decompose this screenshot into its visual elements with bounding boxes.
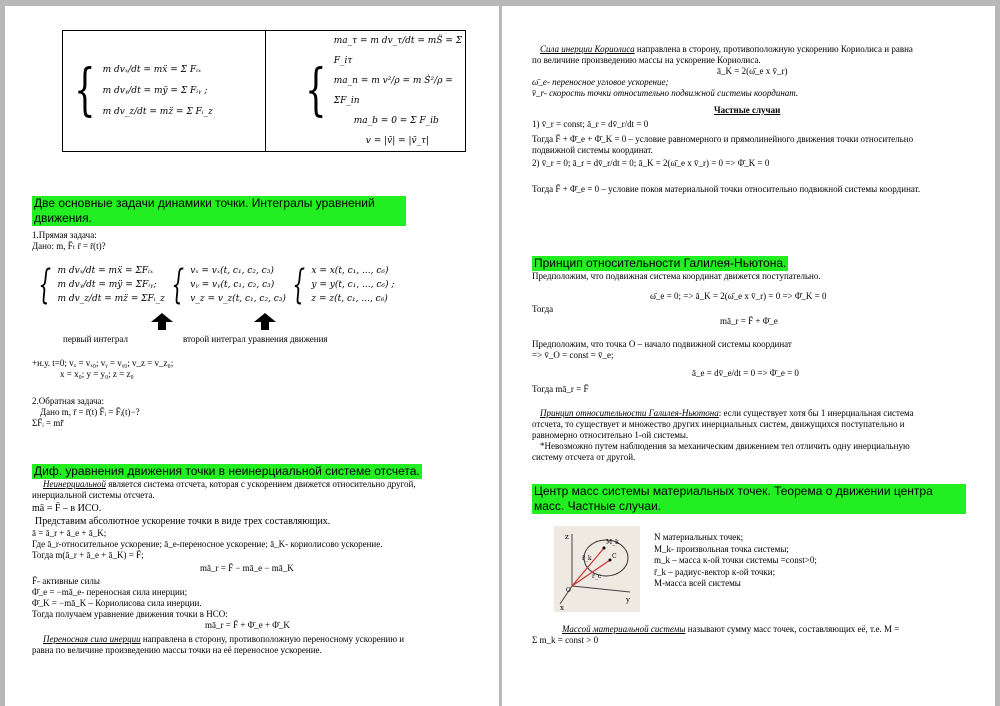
special-cases-title: Частные случаи bbox=[714, 105, 781, 115]
rk-label: r̄_k bbox=[582, 555, 592, 562]
initial-conditions-1: +н.у. t=0; vₓ = vₓ₀; vᵧ = vᵧ₀; v_z = v_z₀; bbox=[32, 358, 174, 368]
left-page bbox=[5, 6, 499, 706]
coriolis-inertia: Φ̄_K = −mā_K – Кориолисова сила инерции. bbox=[32, 598, 202, 608]
integrals-system: { m dvₓ/dt = mẍ = ΣFᵢₓ m dvᵧ/dt = mÿ = ΣFᵢᵧ; m dv_z/dt = mz̈ = ΣFᵢ_z { vₓ = vₓ(t, c₁, c₂, c₃) vᵧ = vᵧ(t, c₁, c₂, c₃) v_z = v_z(t, c₁, c₂, c₃) { x = x(t, c₁, ..., c₆) y = y(t, c₁, ..., c₆) ; z = z(t, c₁, ..., c₆) bbox=[38, 262, 395, 308]
eq-z: m dv_z/dt = mz̈ = Σ Fᵢ_z bbox=[102, 106, 213, 117]
first-integral-label: первый интеграл bbox=[63, 334, 128, 344]
arrow-up-icon bbox=[254, 313, 276, 322]
rc-label: r̄_c bbox=[592, 573, 602, 580]
formula-table bbox=[62, 30, 466, 152]
second-integral-label: второй интеграл уравнения движения bbox=[183, 334, 328, 344]
accel-where: Где ā_r-относительное ускорение; ā_e-переносное ускорение; ā_K- кориолисово ускорение. bbox=[32, 539, 383, 549]
principle-1: Принцип относительности Галилея-Ньютона: если существует хотя бы 1 инерциальная система bbox=[540, 408, 914, 418]
vr-def: v̄_r- скорость точки относительно подвижной системы координат. bbox=[532, 88, 799, 98]
noninertial-def-2: инерциальной системы отсчета. bbox=[32, 490, 155, 500]
note-2: систему отсчета от другой. bbox=[532, 452, 636, 462]
eq-v: v = |v̄| = |v̄_τ| bbox=[365, 136, 430, 146]
eq-tau: ma_τ = m dv_τ/dt = mS̈ = Σ F_iτ bbox=[333, 36, 463, 66]
sys-position: x = x(t, c₁, ..., c₆) y = y(t, c₁, ..., c₆) ; z = z(t, c₁, ..., c₆) bbox=[311, 266, 395, 304]
center-of-mass-figure bbox=[554, 526, 640, 612]
inverse-problem-title: 2.Обратная задача: bbox=[32, 396, 105, 406]
accel-decomp: Представим абсолютное ускорение точки в виде трех составляющих. bbox=[35, 516, 331, 527]
origin-label: O bbox=[566, 587, 571, 594]
heading-two-problems: Две основные задачи динамики точки. Интегралы уравнений движения. bbox=[32, 196, 406, 226]
nso-eq-text: Тогда получаем уравнение движения точки в НСО: bbox=[32, 609, 228, 619]
list-item: N материальных точек; bbox=[654, 532, 744, 542]
x-label: x bbox=[560, 604, 564, 612]
mass-def-2: Σ m_k = const > 0 bbox=[532, 635, 599, 645]
case1-text-2: подвижной системы координат. bbox=[532, 145, 653, 155]
list-item: M_k- произвольная точка системы; bbox=[654, 543, 789, 554]
omega-zero-eq: ω̄_e = 0; => ā_K = 2(ω̄_e x v̄_r) = 0 => Φ̄_K = 0 bbox=[650, 291, 827, 301]
then-eq-2: mā_r = F̄ − mā_e − mā_K bbox=[200, 563, 294, 573]
heading-noninertial: Диф. уравнения движения точки в неинерциальной системе отсчета. bbox=[34, 464, 420, 478]
note-1: *Невозможно путем наблюдения за механическим движением тел отличить одну инерциальную bbox=[540, 441, 910, 451]
active-forces: F̄- активные силы bbox=[32, 576, 100, 586]
togda-2: Тогда mā_r = F̄ bbox=[532, 384, 589, 394]
sys-velocity: vₓ = vₓ(t, c₁, c₂, c₃) vᵧ = vᵧ(t, c₁, c₂, c₃) v_z = v_z(t, c₁, c₂, c₃) bbox=[190, 266, 286, 304]
eq-y: m dvᵧ/dt = mÿ = Σ Fᵢᵧ ; bbox=[102, 85, 208, 96]
c-label: C bbox=[612, 553, 617, 560]
then-eq: Тогда m(ā_r + ā_e + ā_K) = F̄; bbox=[32, 550, 144, 560]
case2-eq: 2) v̄_r = 0; ā_r = dv̄_r/dt = 0; ā_K = 2(ω̄_e x v̄_r) = 0 => Φ̄_K = 0 bbox=[532, 158, 770, 168]
transport-def-2: равна по величине произведению массы точки на её переносное ускорение. bbox=[32, 645, 322, 655]
ae-zero-eq: ā_e = dv̄_e/dt = 0 => Φ̄_e = 0 bbox=[692, 368, 799, 378]
noninertial-def-1: Неинерциальной является система отсчета, которая с ускорением движется относительно другой, bbox=[43, 479, 416, 489]
list-item: M-масса всей системы bbox=[654, 578, 741, 588]
eq-b: ma_b = 0 = Σ F_ib bbox=[353, 116, 439, 126]
suppose-origin: Предположим, что точка О – начало подвижной системы координат bbox=[532, 339, 792, 349]
iso-eq: mā = F̄ – в ИСО. bbox=[32, 503, 102, 514]
system-definitions bbox=[654, 532, 817, 590]
mass-def-1: Массой материальной системы называют сумму масс точек, составляющих её, т.е. M = bbox=[562, 624, 900, 634]
z-label: z bbox=[565, 533, 569, 541]
case1-text: Тогда F̄ + Φ̄_e + Φ̄_K = 0 – условие равномерного и прямолинейного движения точки относительно bbox=[532, 134, 914, 144]
y-label: y bbox=[626, 596, 630, 604]
omega-def: ω̄_e- переносное угловое ускорение; bbox=[532, 77, 669, 87]
eq-n: ma_n = m v²/ρ = m Ṡ²/ρ = ΣF_in bbox=[333, 76, 453, 106]
natural-equations bbox=[334, 31, 465, 151]
sys-eqs: m dvₓ/dt = mẍ = ΣFᵢₓ m dvᵧ/dt = mÿ = ΣFᵢᵧ; m dv_z/dt = mz̈ = ΣFᵢ_z bbox=[57, 266, 165, 304]
direct-problem-given: Дано: m, F̄ₜ r̄ = r̄(t)? bbox=[32, 241, 106, 251]
suppose-translational: Предположим, что подвижная система координат движется поступательно. bbox=[532, 271, 821, 281]
suppose-origin-eq: => v̄_O = const = v̄_e; bbox=[532, 350, 614, 360]
accel-eq: ā = ā_r + ā_e + ā_K; bbox=[32, 528, 107, 538]
eq-x: m dvₓ/dt = mẍ = Σ Fᵢₓ bbox=[102, 64, 202, 75]
case1-eq: 1) v̄_r = const; ā_r = dv̄_r/dt = 0 bbox=[532, 119, 649, 129]
left-brace: { bbox=[74, 58, 96, 123]
inverse-problem-given: Дано m, r̄ = r̄(t) F̄ᵢ = F̄ᵢ(t)−? bbox=[40, 407, 140, 417]
right-brace: { bbox=[305, 58, 327, 123]
nso-eq: mā_r = F̄ + Φ̄_e + Φ̄_K bbox=[205, 620, 290, 630]
transport-def-1: Переносная сила инерции направлена в сторону, противоположную переносному ускорению и bbox=[43, 634, 405, 644]
list-item: r̄_k – радиус-вектор к-ой точки; bbox=[654, 566, 776, 577]
heading-center-of-mass: Центр масс системы материальных точек. Теорема о движении центра масс. Частные случаи. bbox=[532, 484, 966, 514]
direct-problem-title: 1.Прямая задача: bbox=[32, 230, 97, 240]
togda-label: Тогда bbox=[532, 304, 554, 314]
right-page bbox=[502, 6, 995, 706]
togda-eq: mā_r = F̄ + Φ̄_e bbox=[720, 316, 778, 326]
list-item: m_k – масса к-ой точки системы =const>0; bbox=[654, 555, 817, 565]
principle-2: отсчета, то существует и множество других инерциальных систем, движущихся поступательно и bbox=[532, 419, 905, 429]
coriolis-def-1: Сила инерции Кориолиса направлена в сторону, противоположную ускорению Кориолиса и равна bbox=[540, 44, 913, 54]
case2-text: Тогда F̄ + Φ̄_e = 0 – условие покоя материальной точки относительно подвижной системы координат. bbox=[532, 184, 921, 194]
transport-inertia: Φ̄_e = −mā_e- переносная сила инерции; bbox=[32, 587, 188, 597]
inverse-problem-eq: ΣF̄ᵢ = mr̈̄ bbox=[32, 418, 64, 428]
arrow-up-icon bbox=[151, 313, 173, 322]
heading-galileo: Принцип относительности Галилея-Ньютона. bbox=[534, 256, 787, 270]
initial-conditions-2: x = x₀; y = y₀; z = z₀ bbox=[60, 369, 134, 379]
coriolis-def-2: по величине произведению массы на ускорение Кориолиса. bbox=[532, 55, 761, 65]
principle-3: равномерно относительно 1-ой системы. bbox=[532, 430, 689, 440]
coriolis-eq: ā_K = 2(ω̄_e x v̄_r) bbox=[717, 66, 788, 76]
mk-label: M_k bbox=[606, 539, 619, 546]
cartesian-equations bbox=[103, 60, 213, 123]
